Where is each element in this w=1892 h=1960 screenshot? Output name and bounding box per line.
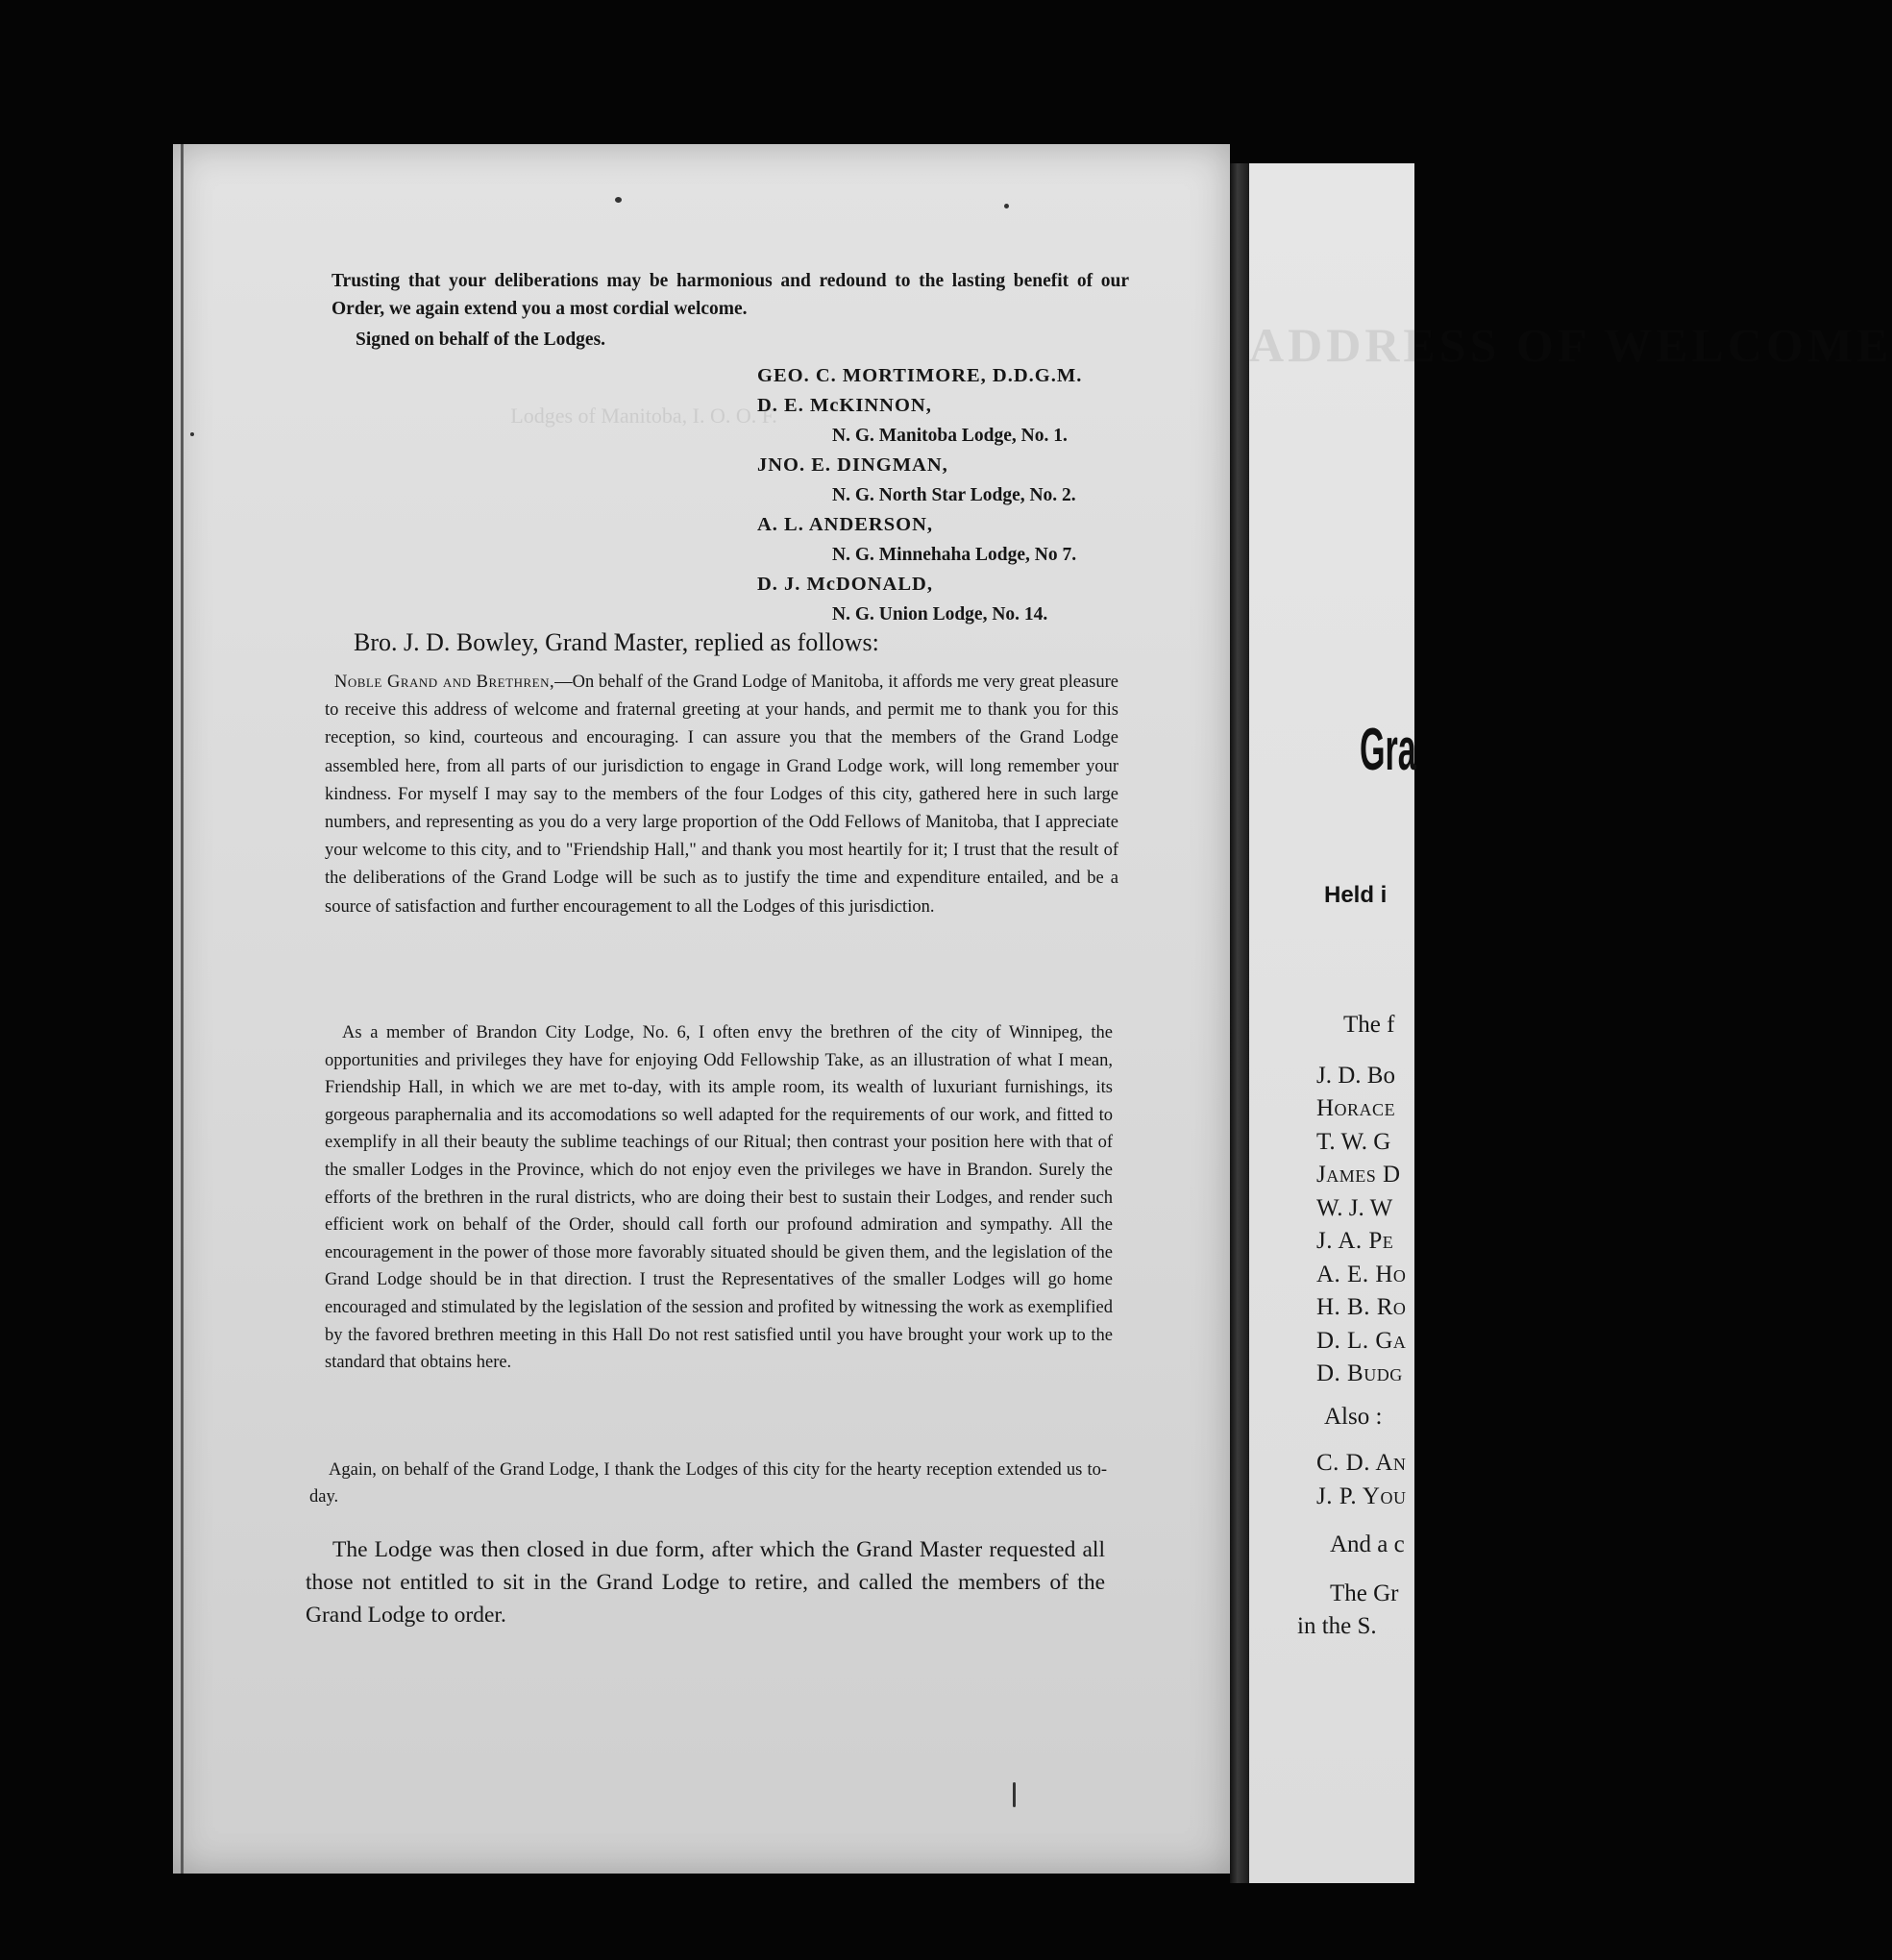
speck <box>615 197 622 203</box>
signatory-lodge: N. G. Union Lodge, No. 14. <box>832 604 1048 625</box>
signatory-name: D. E. McKINNON, <box>757 395 932 416</box>
officer-name: C. D. An <box>1316 1450 1407 1476</box>
officer-name: J. A. Pe <box>1316 1228 1394 1254</box>
officer-name: D. Budg <box>1316 1360 1403 1386</box>
signatory-name: D. J. McDONALD, <box>757 574 933 595</box>
reply-paragraph-3: Again, on behalf of the Grand Lodge, I thank the Lodges of this city for the hearty reception extended us to-day. <box>309 1460 1107 1507</box>
officer-name: T. W. G <box>1316 1128 1391 1155</box>
signatory-lodge: N. G. Manitoba Lodge, No. 1. <box>832 426 1068 446</box>
officer-name: W. J. W <box>1316 1194 1393 1221</box>
signatory-lodge: N. G. North Star Lodge, No. 2. <box>832 485 1076 505</box>
bleed-through-heading: ADDRESS OF WELCOME <box>1249 318 1892 372</box>
reply-paragraph-1 <box>325 669 1118 921</box>
salutation: Noble Grand and Brethren, <box>334 673 555 692</box>
right-line: in the S. <box>1297 1613 1377 1639</box>
speck <box>190 432 194 436</box>
officer-name: A. E. Ho <box>1316 1261 1407 1287</box>
right-line: The f <box>1343 1012 1395 1038</box>
paragraph-body: —On behalf of the Grand Lodge of Manitoba, it affords me very great pleasure to receive this address of welcome and fraternal greeting at your hands, and permit me to thank you for this reception, so kind, courteous and encouraging. I can assure you that the members of the Grand Lodge assembled here, from all parts of our jurisdiction to engage in Grand Lodge work, will long remember your kindness. For myself I may say to the members of the four Lodges of this city, gathered here in such large numbers, and representing as you do a very large proportion of the Odd Fellows of Manitoba, that I appreciate your welcome to this city, and to "Friendship Hall," and thank you most heartily for it; I trust that the result of the deliberations of the Grand Lodge will be such as to justify the time and expenditure entailed, and be a source of satisfaction and further encouragement to all the Lodges of this jurisdiction. <box>325 673 1118 917</box>
right-line: The Gr <box>1330 1580 1399 1606</box>
welcome-intro: Trusting that your deliberations may be harmonious and redound to the lasting benefit of our Order, we again extend you a most cordial welcome. <box>332 271 1129 319</box>
officer-name: James D <box>1316 1162 1401 1188</box>
officer-name: J. D. Bo <box>1316 1062 1395 1089</box>
right-page-title: Gra <box>1360 717 1416 783</box>
bleed-through-line: Lodges of Manitoba, I. O. O. F. <box>510 404 777 428</box>
officer-name: D. L. Ga <box>1316 1327 1407 1354</box>
right-page-held: Held i <box>1324 882 1388 908</box>
signatory-name: JNO. E. DINGMAN, <box>757 454 948 476</box>
speck <box>1013 1782 1016 1807</box>
reply-paragraph-2: As a member of Brandon City Lodge, No. 6, I often envy the brethren of the city of Winnipeg, the opportunities and privileges they have for enjoying Odd Fellowship Take, as an illustration of what I mean, Friendship Hall, in which we are met to-day, with its ample room, its wealth of luxuriant furnishings, its gorgeous paraphernalia and its accomodations so well adapted for the requirements of our work, and fitted to exemplify in all their beauty the sublime teachings of our Ritual; then contrast your position here with that of the smaller Lodges in the Province, which do not enjoy even the privileges we have in Brandon. Surely the efforts of the brethren in the rural districts, who are doing their best to sustain their Lodges, and render such efficient work on behalf of the Order, should call forth our profound admiration and sympathy. All the encouragement in the power of those more favorably situated should be given them, and the legislation of the Grand Lodge should be in that direction. I trust the Representatives of the smaller Lodges will go home encouraged and stimulated by the legislation of the session and profited by witnessing the work as exemplified by the favored brethren meeting in this Hall Do not rest satisfied until you have brought your work up to the standard that obtains here. <box>325 1023 1113 1373</box>
book-gutter <box>1230 163 1249 1883</box>
right-line: And a c <box>1330 1531 1405 1557</box>
officer-name: H. B. Ro <box>1316 1294 1407 1320</box>
closing-paragraph: The Lodge was then closed in due form, after which the Grand Master requested all those not entitled to sit in the Grand Lodge to retire, and called the members of the Grand Lodge to order. <box>306 1537 1105 1628</box>
officer-name: J. P. You <box>1316 1482 1407 1509</box>
signed-line: Signed on behalf of the Lodges. <box>356 330 606 350</box>
signature-block <box>757 361 1082 629</box>
right-page-list <box>1297 1009 1509 1644</box>
reply-heading: Bro. J. D. Bowley, Grand Master, replied as follows: <box>354 628 879 656</box>
officer-name: Horace <box>1316 1095 1396 1121</box>
right-line: Also : <box>1324 1403 1383 1430</box>
signatory-name: A. L. ANDERSON, <box>757 514 934 535</box>
speck <box>1004 204 1009 208</box>
signatory-name: GEO. C. MORTIMORE, D.D.G.M. <box>757 365 1083 386</box>
signatory-lodge: N. G. Minnehaha Lodge, No 7. <box>832 545 1077 565</box>
